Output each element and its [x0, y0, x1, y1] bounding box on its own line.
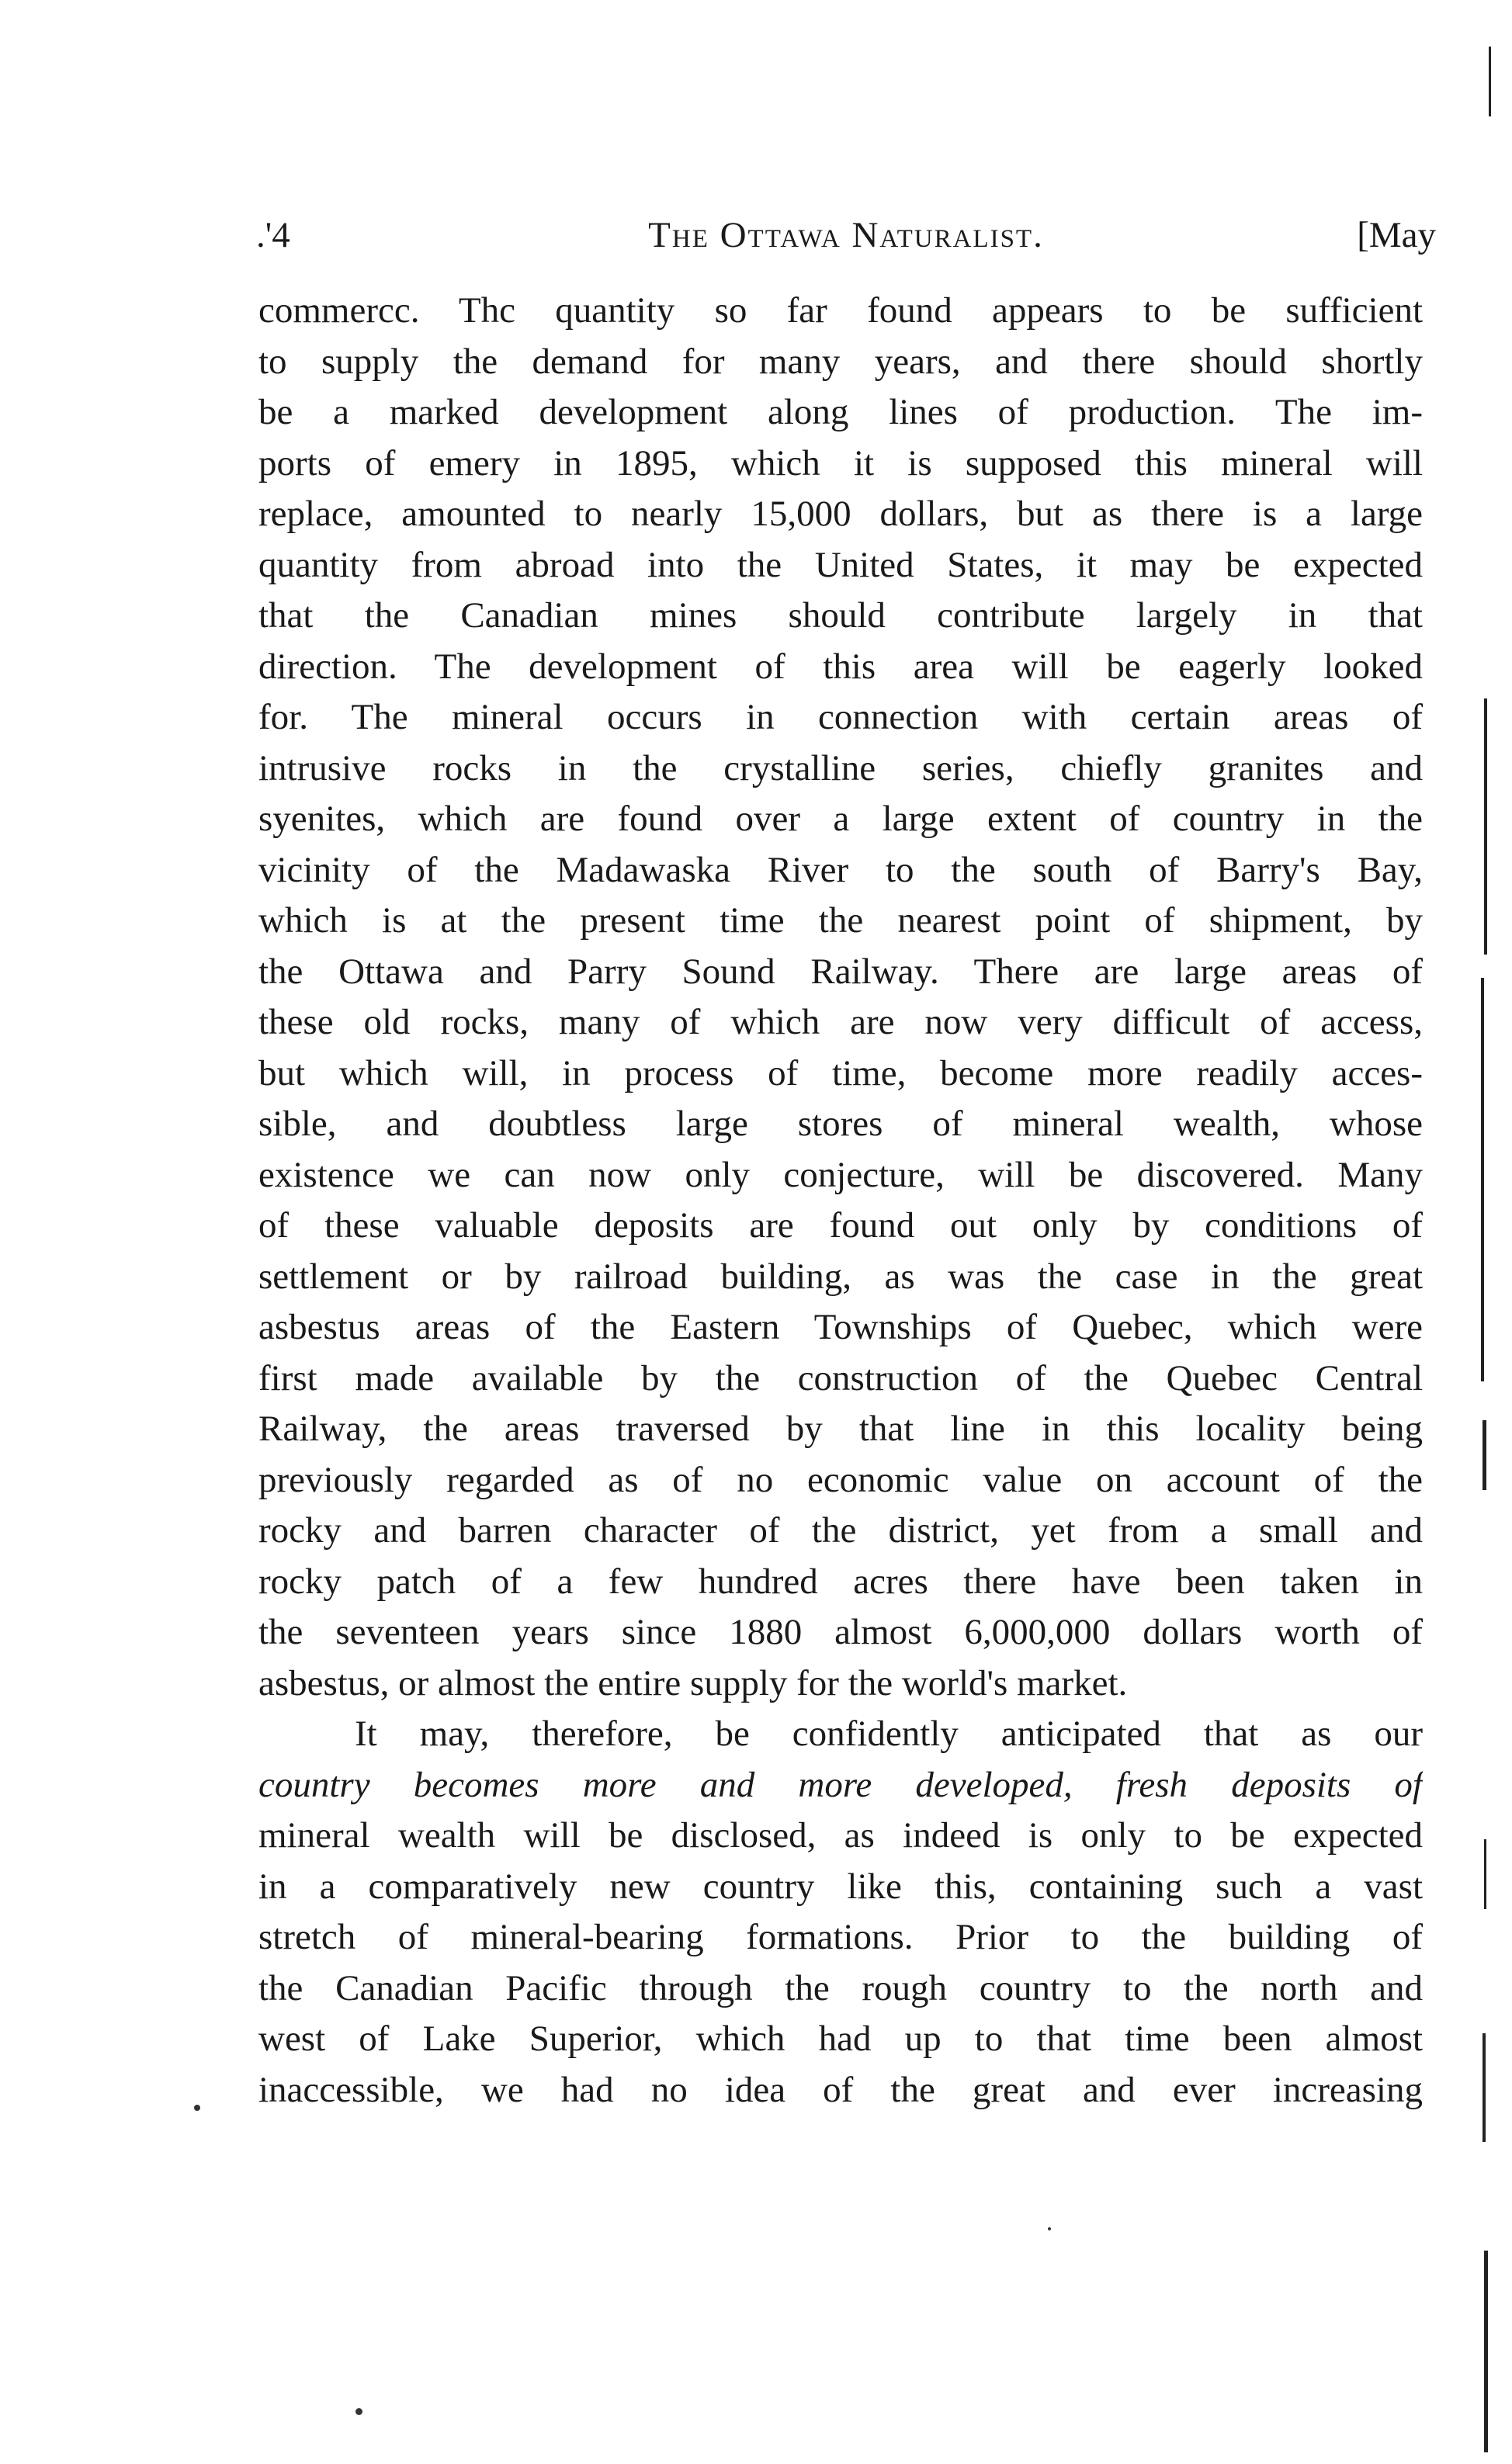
paragraph-start-line: It may, therefore, be confidently anticipated that as our	[355, 1714, 1423, 1754]
text-line: sible, and doubtless large stores of mineral wealth, whose	[258, 1104, 1423, 1144]
scan-edge-mark	[1484, 2251, 1488, 2452]
text-line: be a marked development along lines of production. The im-	[258, 392, 1423, 432]
text-line: ports of emery in 1895, which it is supposed this mineral will	[258, 442, 1423, 483]
text-line: commercc. Thc quantity so far found appears to be sufficient	[258, 290, 1423, 331]
ink-speck	[194, 2105, 200, 2111]
paragraph-end-line: asbestus, or almost the entire supply for the world's market.	[258, 1662, 1128, 1703]
text-line: quantity from abroad into the United States, it may be expected	[258, 544, 1423, 585]
issue-month: [May	[1357, 215, 1436, 255]
text-line: but which will, in process of time, become more readily acces-	[258, 1052, 1423, 1093]
text-line: direction. The development of this area will be eagerly looked	[258, 646, 1423, 687]
body-text	[258, 286, 1423, 2116]
text-line: rocky and barren character of the district, yet from a small and	[258, 1510, 1423, 1551]
text-line: stretch of mineral-bearing formations. Prior to the building of	[258, 1917, 1423, 1957]
page-number: .'4	[256, 215, 290, 255]
text-line: Railway, the areas traversed by that line in this locality being	[258, 1409, 1423, 1449]
text-line: these old rocks, many of which are now very difficult of access,	[258, 1002, 1423, 1042]
text-line: previously regarded as of no economic value on account of the	[258, 1459, 1423, 1500]
running-head	[256, 208, 1436, 262]
text-line: existence we can now only conjecture, will be discovered. Many	[258, 1154, 1423, 1195]
text-line: the seventeen years since 1880 almost 6,000,000 dollars worth of	[258, 1612, 1423, 1652]
text-line: first made available by the construction of the Quebec Central	[258, 1357, 1423, 1398]
text-line: vicinity of the Madawaska River to the south of Barry's Bay,	[258, 849, 1423, 890]
scan-edge-mark	[1484, 1839, 1486, 1909]
ink-speck	[355, 2408, 362, 2415]
scan-edge-mark	[1483, 2033, 1486, 2142]
text-line: syenites, which are found over a large extent of country in the	[258, 799, 1423, 839]
text-line: replace, amounted to nearly 15,000 dollars, but as there is a large	[258, 494, 1423, 534]
text-line: of these valuable deposits are found out only by conditions of	[258, 1205, 1423, 1246]
text-line: inaccessible, we had no idea of the great and ever increasing	[258, 2069, 1423, 2110]
journal-title: The Ottawa Naturalist.	[648, 215, 1044, 255]
ink-speck	[1048, 2227, 1051, 2230]
italic-text-line: country becomes more and more developed, fresh deposits of	[258, 1764, 1423, 1805]
text-line: settlement or by railroad building, as was the case in the great	[258, 1256, 1423, 1297]
text-line: intrusive rocks in the crystalline series, chiefly granites and	[258, 747, 1423, 788]
scan-edge-mark	[1489, 47, 1491, 116]
text-line: for. The mineral occurs in connection with certain areas of	[258, 697, 1423, 737]
scan-edge-mark	[1483, 1420, 1486, 1490]
text-line: the Canadian Pacific through the rough country to the north and	[258, 1967, 1423, 2008]
scan-edge-mark	[1484, 698, 1487, 955]
text-line: mineral wealth will be disclosed, as indeed is only to be expected	[258, 1815, 1423, 1856]
text-line: the Ottawa and Parry Sound Railway. There are large areas of	[258, 951, 1423, 992]
text-line: rocky patch of a few hundred acres there have been taken in	[258, 1561, 1423, 1602]
text-line: asbestus areas of the Eastern Townships of Quebec, which were	[258, 1307, 1423, 1347]
text-line: that the Canadian mines should contribute largely in that	[258, 595, 1423, 636]
text-line: which is at the present time the nearest point of shipment, by	[258, 900, 1423, 941]
text-line: west of Lake Superior, which had up to that time been almost	[258, 2019, 1423, 2059]
scan-edge-mark	[1481, 978, 1484, 1381]
text-line: in a comparatively new country like this, containing such a vast	[258, 1866, 1423, 1907]
text-line: to supply the demand for many years, and there should shortly	[258, 341, 1423, 382]
